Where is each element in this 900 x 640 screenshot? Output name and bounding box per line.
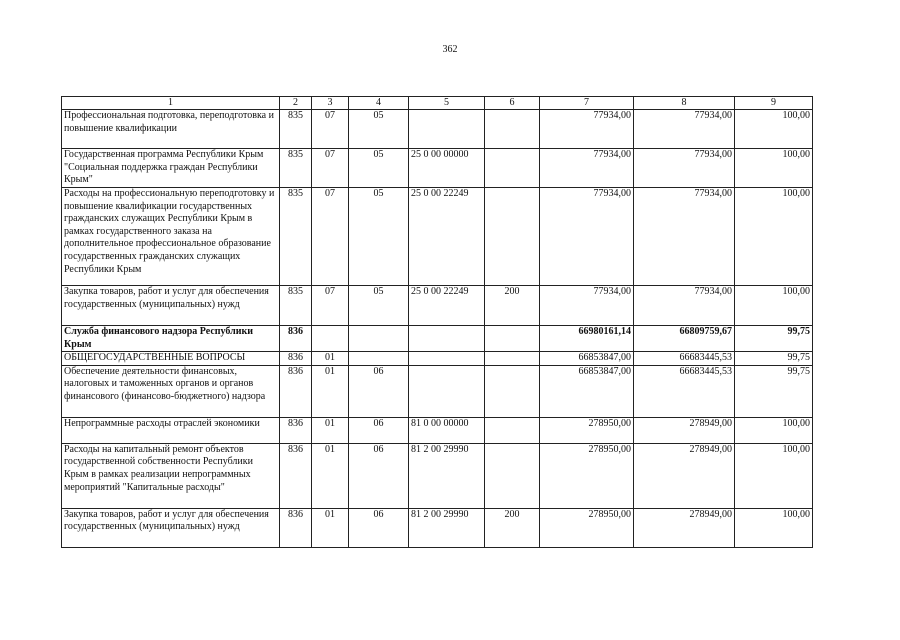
target-article-cell: 25 0 00 22249 [409, 286, 485, 326]
expense-type-cell: 200 [485, 508, 540, 547]
target-article-cell [409, 110, 485, 149]
budget-table [61, 96, 813, 548]
row-name-cell: Расходы на профессиональную переподготовку и повышение квалификации государственных гражданских служащих Республики Крым в рамках государственного заказа на дополнительное профессиональное образование государственных гражданских служащих Республики Крым [62, 188, 280, 286]
table-row [62, 443, 813, 508]
subsection-code-cell: 06 [349, 508, 409, 547]
ved-code-cell: 836 [280, 417, 312, 443]
expense-type-cell [485, 417, 540, 443]
actual-amount-cell: 77934,00 [634, 286, 735, 326]
target-article-cell [409, 365, 485, 417]
ved-code-cell: 836 [280, 365, 312, 417]
section-code-cell: 07 [312, 188, 349, 286]
table-body [62, 110, 813, 548]
section-code-cell [312, 326, 349, 352]
ved-code-cell: 836 [280, 443, 312, 508]
execution-percent-cell: 100,00 [735, 188, 813, 286]
planned-amount-cell: 66853847,00 [540, 365, 634, 417]
column-header-2: 2 [280, 97, 312, 110]
execution-percent-cell: 100,00 [735, 149, 813, 188]
expense-type-cell [485, 443, 540, 508]
planned-amount-cell: 77934,00 [540, 110, 634, 149]
row-name-cell: Непрограммные расходы отраслей экономики [62, 417, 280, 443]
actual-amount-cell: 77934,00 [634, 110, 735, 149]
ved-code-cell: 836 [280, 508, 312, 547]
planned-amount-cell: 66853847,00 [540, 352, 634, 366]
table-row [62, 365, 813, 417]
target-article-cell: 81 0 00 00000 [409, 417, 485, 443]
planned-amount-cell: 66980161,14 [540, 326, 634, 352]
row-name-cell: Служба финансового надзора Республики Крым [62, 326, 280, 352]
planned-amount-cell: 278950,00 [540, 417, 634, 443]
section-code-cell: 01 [312, 417, 349, 443]
ved-code-cell: 836 [280, 326, 312, 352]
target-article-cell: 25 0 00 22249 [409, 188, 485, 286]
section-code-cell: 07 [312, 110, 349, 149]
actual-amount-cell: 278949,00 [634, 508, 735, 547]
expense-type-cell [485, 149, 540, 188]
ved-code-cell: 836 [280, 352, 312, 366]
section-code-cell: 01 [312, 443, 349, 508]
target-article-cell [409, 352, 485, 366]
subsection-code-cell [349, 352, 409, 366]
row-name-cell: Закупка товаров, работ и услуг для обеспечения государственных (муниципальных) нужд [62, 286, 280, 326]
subsection-code-cell: 06 [349, 365, 409, 417]
row-name-cell: Профессиональная подготовка, переподготовка и повышение квалификации [62, 110, 280, 149]
actual-amount-cell: 66683445,53 [634, 352, 735, 366]
expense-type-cell [485, 188, 540, 286]
actual-amount-cell: 77934,00 [634, 188, 735, 286]
planned-amount-cell: 278950,00 [540, 443, 634, 508]
expense-type-cell [485, 110, 540, 149]
table-row [62, 149, 813, 188]
expense-type-cell [485, 352, 540, 366]
column-header-6: 6 [485, 97, 540, 110]
section-code-cell: 01 [312, 365, 349, 417]
page-number: 362 [442, 44, 458, 55]
table-header-row [62, 97, 813, 110]
execution-percent-cell: 100,00 [735, 508, 813, 547]
expense-type-cell [485, 326, 540, 352]
column-header-9: 9 [735, 97, 813, 110]
execution-percent-cell: 100,00 [735, 417, 813, 443]
subsection-code-cell: 06 [349, 443, 409, 508]
subsection-code-cell: 05 [349, 149, 409, 188]
table-row [62, 417, 813, 443]
section-code-cell: 01 [312, 352, 349, 366]
ved-code-cell: 835 [280, 188, 312, 286]
target-article-cell: 81 2 00 29990 [409, 443, 485, 508]
ved-code-cell: 835 [280, 149, 312, 188]
row-name-cell: Обеспечение деятельности финансовых, налоговых и таможенных органов и органов финансового (финансово-бюджетного) надзора [62, 365, 280, 417]
section-code-cell: 07 [312, 286, 349, 326]
ved-code-cell: 835 [280, 110, 312, 149]
subsection-code-cell: 06 [349, 417, 409, 443]
execution-percent-cell: 100,00 [735, 110, 813, 149]
subsection-code-cell: 05 [349, 188, 409, 286]
execution-percent-cell: 100,00 [735, 443, 813, 508]
target-article-cell: 25 0 00 00000 [409, 149, 485, 188]
table-row [62, 326, 813, 352]
actual-amount-cell: 66683445,53 [634, 365, 735, 417]
column-header-4: 4 [349, 97, 409, 110]
table-row [62, 286, 813, 326]
execution-percent-cell: 99,75 [735, 365, 813, 417]
target-article-cell [409, 326, 485, 352]
planned-amount-cell: 77934,00 [540, 188, 634, 286]
planned-amount-cell: 77934,00 [540, 149, 634, 188]
column-header-5: 5 [409, 97, 485, 110]
execution-percent-cell: 99,75 [735, 352, 813, 366]
row-name-cell: ОБЩЕГОСУДАРСТВЕННЫЕ ВОПРОСЫ [62, 352, 280, 366]
row-name-cell: Государственная программа Республики Крым "Социальная поддержка граждан Республики Крым" [62, 149, 280, 188]
table-row [62, 110, 813, 149]
target-article-cell: 81 2 00 29990 [409, 508, 485, 547]
subsection-code-cell [349, 326, 409, 352]
row-name-cell: Закупка товаров, работ и услуг для обеспечения государственных (муниципальных) нужд [62, 508, 280, 547]
column-header-1: 1 [62, 97, 280, 110]
actual-amount-cell: 278949,00 [634, 417, 735, 443]
execution-percent-cell: 100,00 [735, 286, 813, 326]
actual-amount-cell: 278949,00 [634, 443, 735, 508]
table-row [62, 352, 813, 366]
column-header-7: 7 [540, 97, 634, 110]
expense-type-cell: 200 [485, 286, 540, 326]
planned-amount-cell: 77934,00 [540, 286, 634, 326]
ved-code-cell: 835 [280, 286, 312, 326]
planned-amount-cell: 278950,00 [540, 508, 634, 547]
table-row [62, 188, 813, 286]
section-code-cell: 07 [312, 149, 349, 188]
section-code-cell: 01 [312, 508, 349, 547]
expense-type-cell [485, 365, 540, 417]
execution-percent-cell: 99,75 [735, 326, 813, 352]
subsection-code-cell: 05 [349, 110, 409, 149]
row-name-cell: Расходы на капитальный ремонт объектов государственной собственности Республики Крым в рамках реализации непрограммных мероприятий "Капитальные расходы" [62, 443, 280, 508]
table-row [62, 508, 813, 547]
column-header-8: 8 [634, 97, 735, 110]
actual-amount-cell: 77934,00 [634, 149, 735, 188]
subsection-code-cell: 05 [349, 286, 409, 326]
actual-amount-cell: 66809759,67 [634, 326, 735, 352]
column-header-3: 3 [312, 97, 349, 110]
